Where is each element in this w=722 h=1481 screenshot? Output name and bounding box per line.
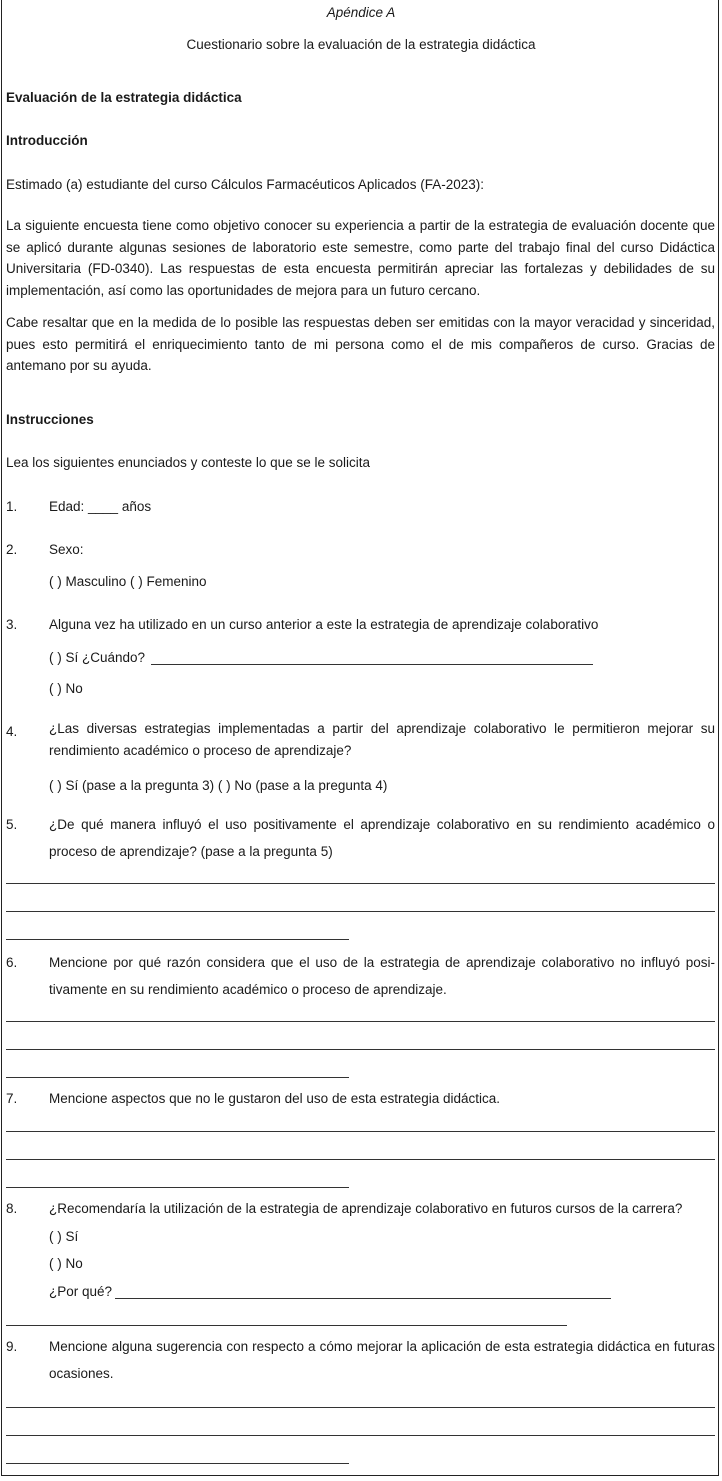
q9-answer-line[interactable] — [6, 1407, 715, 1408]
q7-answer-line[interactable] — [6, 1159, 715, 1160]
q6-answer-line[interactable] — [6, 1021, 715, 1022]
q4-number: 4. — [6, 724, 18, 739]
q5-answer-line[interactable] — [6, 939, 349, 940]
q7-answer-line[interactable] — [6, 1187, 349, 1188]
q2-sex-options[interactable]: ( ) Masculino ( ) Femenino — [49, 574, 207, 589]
q3-text: Alguna vez ha utilizado en un curso anterior a este la estrategia de aprendizaje colaborativo — [49, 617, 599, 632]
q1-age-field[interactable]: Edad: ____ años — [49, 499, 152, 514]
q6-answer-line[interactable] — [6, 1077, 349, 1078]
q7-answer-line[interactable] — [6, 1131, 715, 1132]
q8-answer-line[interactable] — [6, 1325, 567, 1326]
instructions-heading: Instrucciones — [6, 412, 94, 427]
intro-heading: Introducción — [6, 133, 88, 148]
q4-text: ¿Las diversas estrategias implementadas a partir del aprendizaje colaborativo le permitieron mejorar su rendimiento académico o proceso de aprendizaje? — [49, 721, 715, 758]
document-title: Cuestionario sobre la evaluación de la estrategia didáctica — [186, 37, 536, 52]
q9-number: 9. — [6, 1339, 18, 1354]
q5-answer-line[interactable] — [6, 883, 715, 884]
q8-why-answer-line[interactable] — [115, 1298, 611, 1299]
q4-options[interactable]: ( ) Sí (pase a la pregunta 3) ( ) No (pase a la pregunta 4) — [49, 778, 388, 793]
q8-option-no[interactable]: ( ) No — [49, 1256, 83, 1271]
q6-number: 6. — [6, 955, 18, 970]
q3-option-no[interactable]: ( ) No — [49, 681, 83, 696]
q6-text: Mencione por qué razón considera que el uso de la estrategia de aprendizaje colaborativo no influyó posi-tivamente en su rendimiento académico o proceso de aprendizaje. — [49, 955, 715, 997]
greeting-text: Estimado (a) estudiante del curso Cálculos Farmacéuticos Aplicados (FA-2023): — [6, 177, 484, 192]
q2-text: Sexo: — [49, 542, 84, 557]
q9-text: Mencione alguna sugerencia con respecto a cómo mejorar la aplicación de esta estrategia didáctica en futuras ocasiones. — [49, 1339, 715, 1381]
q1-number: 1. — [6, 499, 18, 514]
q8-text: ¿Recomendaría la utilización de la estrategia de aprendizaje colaborativo en futuros cursos de la carrera? — [49, 1201, 683, 1216]
q3-number: 3. — [6, 617, 18, 632]
q8-why-label: ¿Por qué? — [49, 1284, 113, 1299]
q9-answer-line[interactable] — [6, 1463, 349, 1464]
q5-number: 5. — [6, 817, 18, 832]
q5-answer-line[interactable] — [6, 911, 715, 912]
q7-text: Mencione aspectos que no le gustaron del uso de esta estrategia didáctica. — [49, 1091, 501, 1106]
intro-paragraph-2: Cabe resaltar que en la medida de lo posible las respuestas deben ser emitidas con la mayor veracidad y sinceridad, pues esto permitirá el enriquecimiento tanto de mi persona como el de mis compañeros de curso. Gracias de antemano por su ayuda. — [6, 315, 715, 373]
q7-number: 7. — [6, 1091, 18, 1106]
q9-answer-line[interactable] — [6, 1435, 715, 1436]
q2-number: 2. — [6, 542, 18, 557]
appendix-label: Apéndice A — [326, 5, 396, 20]
intro-paragraph-1: La siguiente encuesta tiene como objetivo conocer su experiencia a partir de la estrategia de evaluación docente que se aplicó durante algunas sesiones de laboratorio este semestre, como parte del trabajo final del curso Didáctica Universitaria (FD-0340). Las respuestas de esta encuesta permitirán apreciar las fortalezas y debilidades de su implementación, así como las oportunidades de mejora para un futuro cercano. — [6, 218, 715, 298]
q5-text: ¿De qué manera influyó el uso positivamente el aprendizaje colaborativo en su rendimiento académico o proceso de aprendizaje? (pase a la pregunta 5) — [49, 817, 715, 859]
q6-answer-line[interactable] — [6, 1049, 715, 1050]
q8-number: 8. — [6, 1201, 18, 1216]
instructions-text: Lea los siguientes enunciados y conteste lo que se le solicita — [6, 455, 370, 470]
section-heading: Evaluación de la estrategia didáctica — [6, 90, 242, 105]
q3-option-yes[interactable]: ( ) Sí ¿Cuándo? — [49, 650, 146, 665]
q8-option-yes[interactable]: ( ) Sí — [49, 1229, 79, 1244]
q3-when-answer-line[interactable] — [151, 664, 593, 665]
